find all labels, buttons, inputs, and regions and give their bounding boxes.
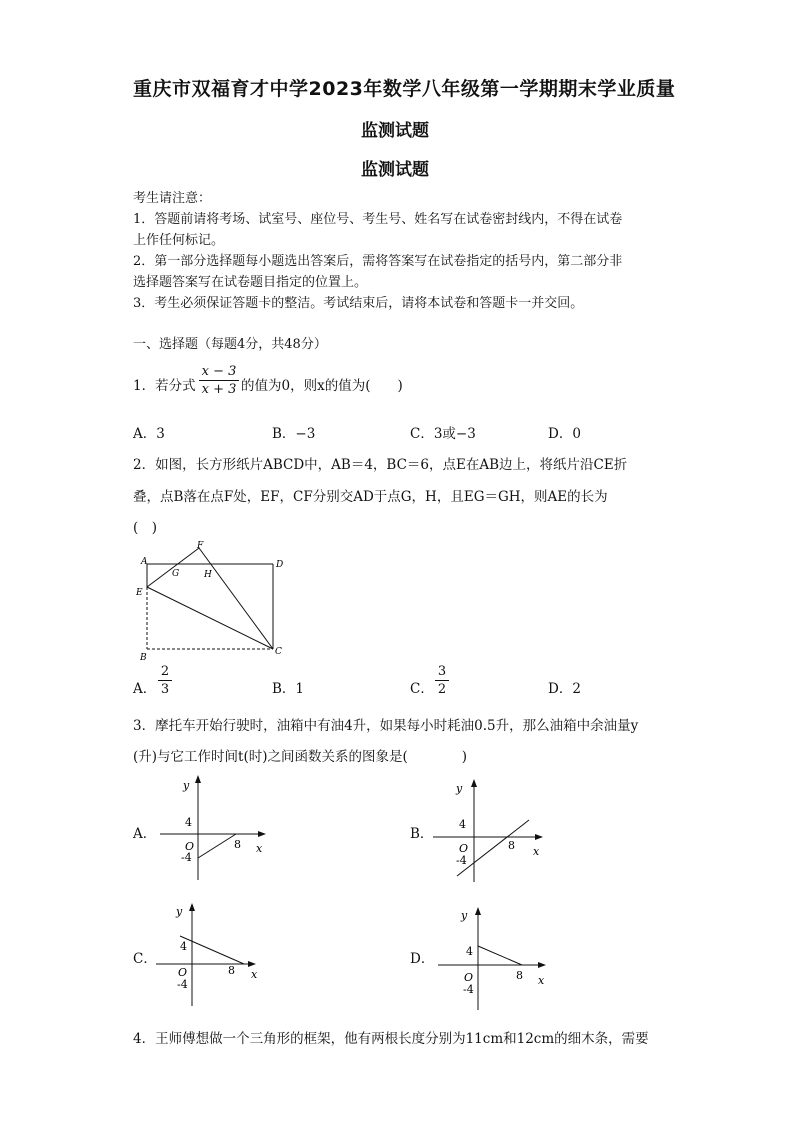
q2-option-a-label: A． — [133, 681, 157, 697]
q4-text-line1: 4．王师傅想做一个三角形的框架，他有两根长度分别为11cm和12cm的细木条，需要 — [133, 1031, 649, 1047]
label-e: E — [136, 588, 143, 598]
x-label: x — [251, 968, 258, 981]
graph-line — [198, 834, 236, 858]
neg-four-label: -4 — [181, 851, 192, 864]
q1-numerator: x − 3 — [201, 364, 237, 379]
segment-ef — [147, 548, 199, 587]
eight-label: 8 — [508, 839, 515, 852]
q2-option-a-denominator: 3 — [160, 682, 170, 697]
four-label: 4 — [185, 816, 192, 829]
q1-prefix: 1．若分式 — [133, 378, 196, 394]
q3-option-c-label: C． — [133, 951, 157, 967]
q2-option-d: D．2 — [548, 681, 581, 697]
neg-four-label: -4 — [463, 983, 474, 996]
page-subtitle: 监测试题 — [361, 121, 429, 141]
q2-option-b: B．1 — [272, 681, 305, 697]
y-axis-arrow — [195, 775, 201, 783]
x-label: x — [538, 974, 545, 987]
label-b: B — [140, 653, 147, 663]
q3-graph-d — [430, 902, 560, 1014]
eight-label: 8 — [228, 964, 235, 977]
eight-label: 8 — [516, 969, 523, 982]
y-label: y — [461, 909, 468, 922]
q3-option-a-label: A． — [133, 826, 157, 842]
q3-graph-c — [150, 898, 280, 1010]
q2-option-c-fraction — [435, 664, 449, 697]
label-d: D — [276, 560, 284, 570]
notice-item-1: 1．答题前请将考场、试室号、座位号、考生号、姓名写在试卷密封线内，不得在试卷 — [133, 212, 623, 227]
q1-fraction — [199, 364, 239, 397]
q1-option-a: A．3 — [133, 426, 165, 442]
q2-option-a-numerator: 2 — [160, 664, 170, 679]
origin-label: O — [185, 840, 195, 853]
q3-text-line2: (升)与它工作时间t(时)之间函数关系的图象是( ) — [133, 749, 468, 765]
graph-line — [180, 936, 244, 964]
segment-ec — [147, 587, 273, 649]
label-h: H — [204, 570, 212, 580]
q2-option-a-fraction — [158, 664, 172, 697]
y-axis-arrow — [471, 779, 477, 787]
x-axis-arrow — [535, 834, 543, 840]
q3-graph-a — [150, 772, 280, 884]
page-subtitle-repeat: 监测试题 — [361, 160, 429, 180]
q2-rectangle-figure — [130, 538, 290, 663]
q2-option-c-denominator: 2 — [437, 682, 447, 697]
neg-four-label: -4 — [456, 854, 467, 867]
q1-denominator: x + 3 — [201, 382, 237, 397]
notice-item-3: 3．考生必须保证答题卡的整洁。考试结束后，请将本试卷和答题卡一并交回。 — [133, 296, 584, 311]
y-axis-arrow — [475, 907, 481, 915]
origin-label: O — [459, 842, 469, 855]
y-label: y — [456, 782, 463, 795]
q3-option-b-label: B． — [410, 826, 434, 842]
notice-heading: 考生请注意： — [133, 191, 212, 206]
graph-line — [478, 946, 522, 965]
q2-option-c-label: C． — [410, 681, 434, 697]
x-axis-arrow — [248, 961, 256, 967]
four-label: 4 — [180, 940, 187, 953]
label-f: F — [197, 541, 204, 551]
q3-graph-b — [425, 776, 555, 886]
y-label: y — [176, 905, 183, 918]
q1-option-b: B．−3 — [272, 426, 316, 442]
q2-option-c-numerator: 3 — [437, 664, 447, 679]
q2-text-line1: 2．如图，长方形纸片ABCD中，AB＝4，BC＝6，点E在AB边上，将纸片沿CE折 — [133, 457, 628, 473]
q2-text-line2: 叠，点B落在点F处，EF，CF分别交AD于点G，H，且EG＝GH，则AE的长为 — [133, 489, 608, 505]
x-axis-arrow — [538, 962, 546, 968]
label-c: C — [275, 647, 282, 657]
label-a: A — [141, 557, 148, 567]
q1-option-c: C．3或−3 — [410, 426, 476, 442]
four-label: 4 — [466, 945, 473, 958]
origin-label: O — [464, 971, 474, 984]
y-axis-arrow — [189, 903, 195, 911]
x-label: x — [533, 845, 540, 858]
q1-option-d: D．0 — [548, 426, 581, 442]
y-label: y — [183, 779, 190, 792]
q3-text-line1: 3．摩托车开始行驶时，油箱中有油4升，如果每小时耗油0.5升，那么油箱中余油量y — [133, 718, 639, 734]
q2-text-line3: ( ) — [133, 520, 158, 536]
notice-item-2-cont: 选择题答案写在试卷题目指定的位置上。 — [133, 275, 368, 290]
x-axis-arrow — [258, 831, 266, 837]
x-label: x — [256, 842, 263, 855]
notice-item-2: 2．第一部分选择题每小题选出答案后，需将答案写在试卷指定的括号内，第二部分非 — [133, 254, 623, 269]
label-g: G — [172, 569, 180, 579]
page-title: 重庆市双福育才中学2023年数学八年级第一学期期末学业质量 — [133, 78, 676, 100]
neg-four-label: -4 — [177, 978, 188, 991]
section-heading: 一、选择题（每题4分，共48分） — [133, 337, 327, 352]
notice-item-1-cont: 上作任何标记。 — [133, 233, 225, 248]
origin-label: O — [178, 966, 188, 979]
eight-label: 8 — [234, 838, 241, 851]
four-label: 4 — [459, 818, 466, 831]
segment-fc — [199, 548, 273, 649]
q1-suffix: 的值为0，则x的值为( ) — [241, 378, 403, 394]
q3-option-d-label: D． — [410, 951, 435, 967]
